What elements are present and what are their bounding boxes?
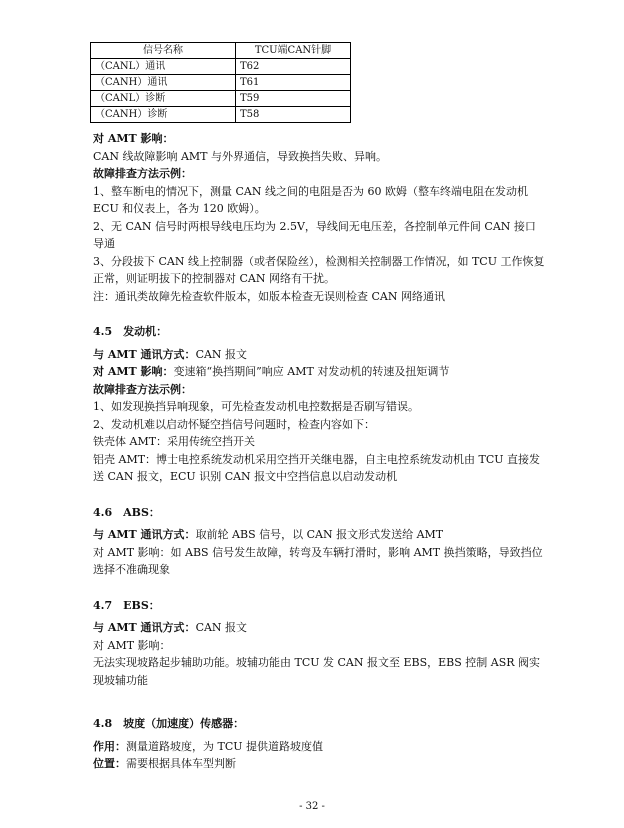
section-heading-4-6: 4.6 ABS： xyxy=(93,505,160,519)
table-header-cell: TCU端CAN针脚 xyxy=(236,43,351,59)
table-cell: T62 xyxy=(236,59,351,75)
table-cell: （CANL）通讯 xyxy=(91,59,236,75)
section-heading-4-7: 4.7 EBS： xyxy=(93,598,160,612)
table-header-row xyxy=(91,43,351,59)
table-cell: （CANH）通讯 xyxy=(91,75,236,91)
s47-impact-line: 对 AMT 影响： xyxy=(93,638,171,652)
can-step: 1、整车断电的情况下，测量 CAN 线之间的电阻是否为 60 欧姆（整车终端电阻在发动机 ECU 和仪表上，各为 120 欧姆）。 xyxy=(93,184,528,215)
can-step: 3、分段拔下 CAN 线上控制器（或者保险丝），检测相关控制器工作情况，如 TCU 工作恢复正常，则证明拔下的控制器对 CAN 网络有干扰。 xyxy=(93,254,545,285)
s46-comm-text: 取前轮 ABS 信号，以 CAN 报文形式发送给 AMT xyxy=(195,528,444,541)
table-row xyxy=(91,91,351,107)
table-cell: （CANH）诊断 xyxy=(91,107,236,123)
s45-impact-text: 变速箱“换挡期间”响应 AMT 对发动机的转速及扭矩调节 xyxy=(173,365,450,378)
s47-comm-text: CAN 报文 xyxy=(195,621,248,634)
can-method-label: 故障排查方法示例： xyxy=(93,167,192,180)
s45-comm-label: 与 AMT 通讯方式： xyxy=(93,347,196,361)
s45-line: 1、如发现换挡异响现象，可先检查发动机电控数据是否刷写错误。 xyxy=(93,400,419,413)
s48-func-label: 作用： xyxy=(93,739,126,753)
s48-func xyxy=(93,738,545,756)
table-cell: T61 xyxy=(236,75,351,91)
table-cell: T58 xyxy=(236,107,351,123)
s48-pos-text: 需要根据具体车型判断 xyxy=(126,757,236,770)
s45-comm xyxy=(93,346,545,364)
section-heading-4-8: 4.8 坡度（加速度）传感器： xyxy=(93,717,245,730)
s48-pos xyxy=(93,755,545,773)
s46-comm xyxy=(93,526,545,544)
page-number: - 32 - xyxy=(299,801,325,812)
s48-func-text: 测量道路坡度，为 TCU 提供道路坡度值 xyxy=(126,739,324,753)
s47-comm xyxy=(93,619,545,637)
can-impact-text: CAN 线故障影响 AMT 与外界通信，导致换挡失败、异响。 xyxy=(93,149,388,163)
s45-method-label: 故障排查方法示例： xyxy=(93,382,192,396)
table-header-cell: 信号名称 xyxy=(91,43,236,59)
section-heading-4-5: 4.5 发动机： xyxy=(93,325,168,338)
s45-line: 铁壳体 AMT：采用传统空挡开关 xyxy=(93,435,256,448)
s46-comm-label: 与 AMT 通讯方式： xyxy=(93,528,196,541)
s47-impact-text: 无法实现坡路起步辅助功能。坡辅功能由 TCU 发 CAN 报文至 EBS，EBS 控制 ASR 阀实现坡辅功能 xyxy=(93,656,541,687)
s48-pos-label: 位置： xyxy=(93,757,126,770)
s45-line: 2、发动机难以启动怀疑空挡信号问题时，检查内容如下： xyxy=(93,417,375,431)
table-row xyxy=(91,107,351,123)
s45-comm-text: CAN 报文 xyxy=(195,347,248,361)
s45-impact xyxy=(93,363,545,381)
s47-comm-label: 与 AMT 通讯方式： xyxy=(93,621,196,634)
s45-impact-label: 对 AMT 影响： xyxy=(93,365,174,378)
s45-line: 铝壳 AMT：博士电控系统发动机采用空挡开关继电器，自主电控系统发动机由 TCU 直接发送 CAN 报文，ECU 识别 CAN 报文中空挡信息以启动发动机 xyxy=(93,452,541,483)
table-row xyxy=(91,75,351,91)
s46-impact-text: 对 AMT 影响：如 ABS 信号发生故障，转弯及车辆打滑时，影响 AMT 换挡策略，导致挡位选择不准确现象 xyxy=(93,545,543,576)
table-row xyxy=(91,59,351,75)
can-step: 2、无 CAN 信号时两根导线电压均为 2.5V，导线间无电压差，各控制单元件间 CAN 接口导通 xyxy=(93,219,536,250)
document-body xyxy=(93,130,545,773)
table-cell: T59 xyxy=(236,91,351,107)
can-pin-table xyxy=(90,42,351,123)
can-impact-label: 对 AMT 影响： xyxy=(93,132,174,145)
table-cell: （CANL）诊断 xyxy=(91,91,236,107)
can-note: 注：通讯类故障先检查软件版本，如版本检查无误则检查 CAN 网络通讯 xyxy=(93,289,445,303)
